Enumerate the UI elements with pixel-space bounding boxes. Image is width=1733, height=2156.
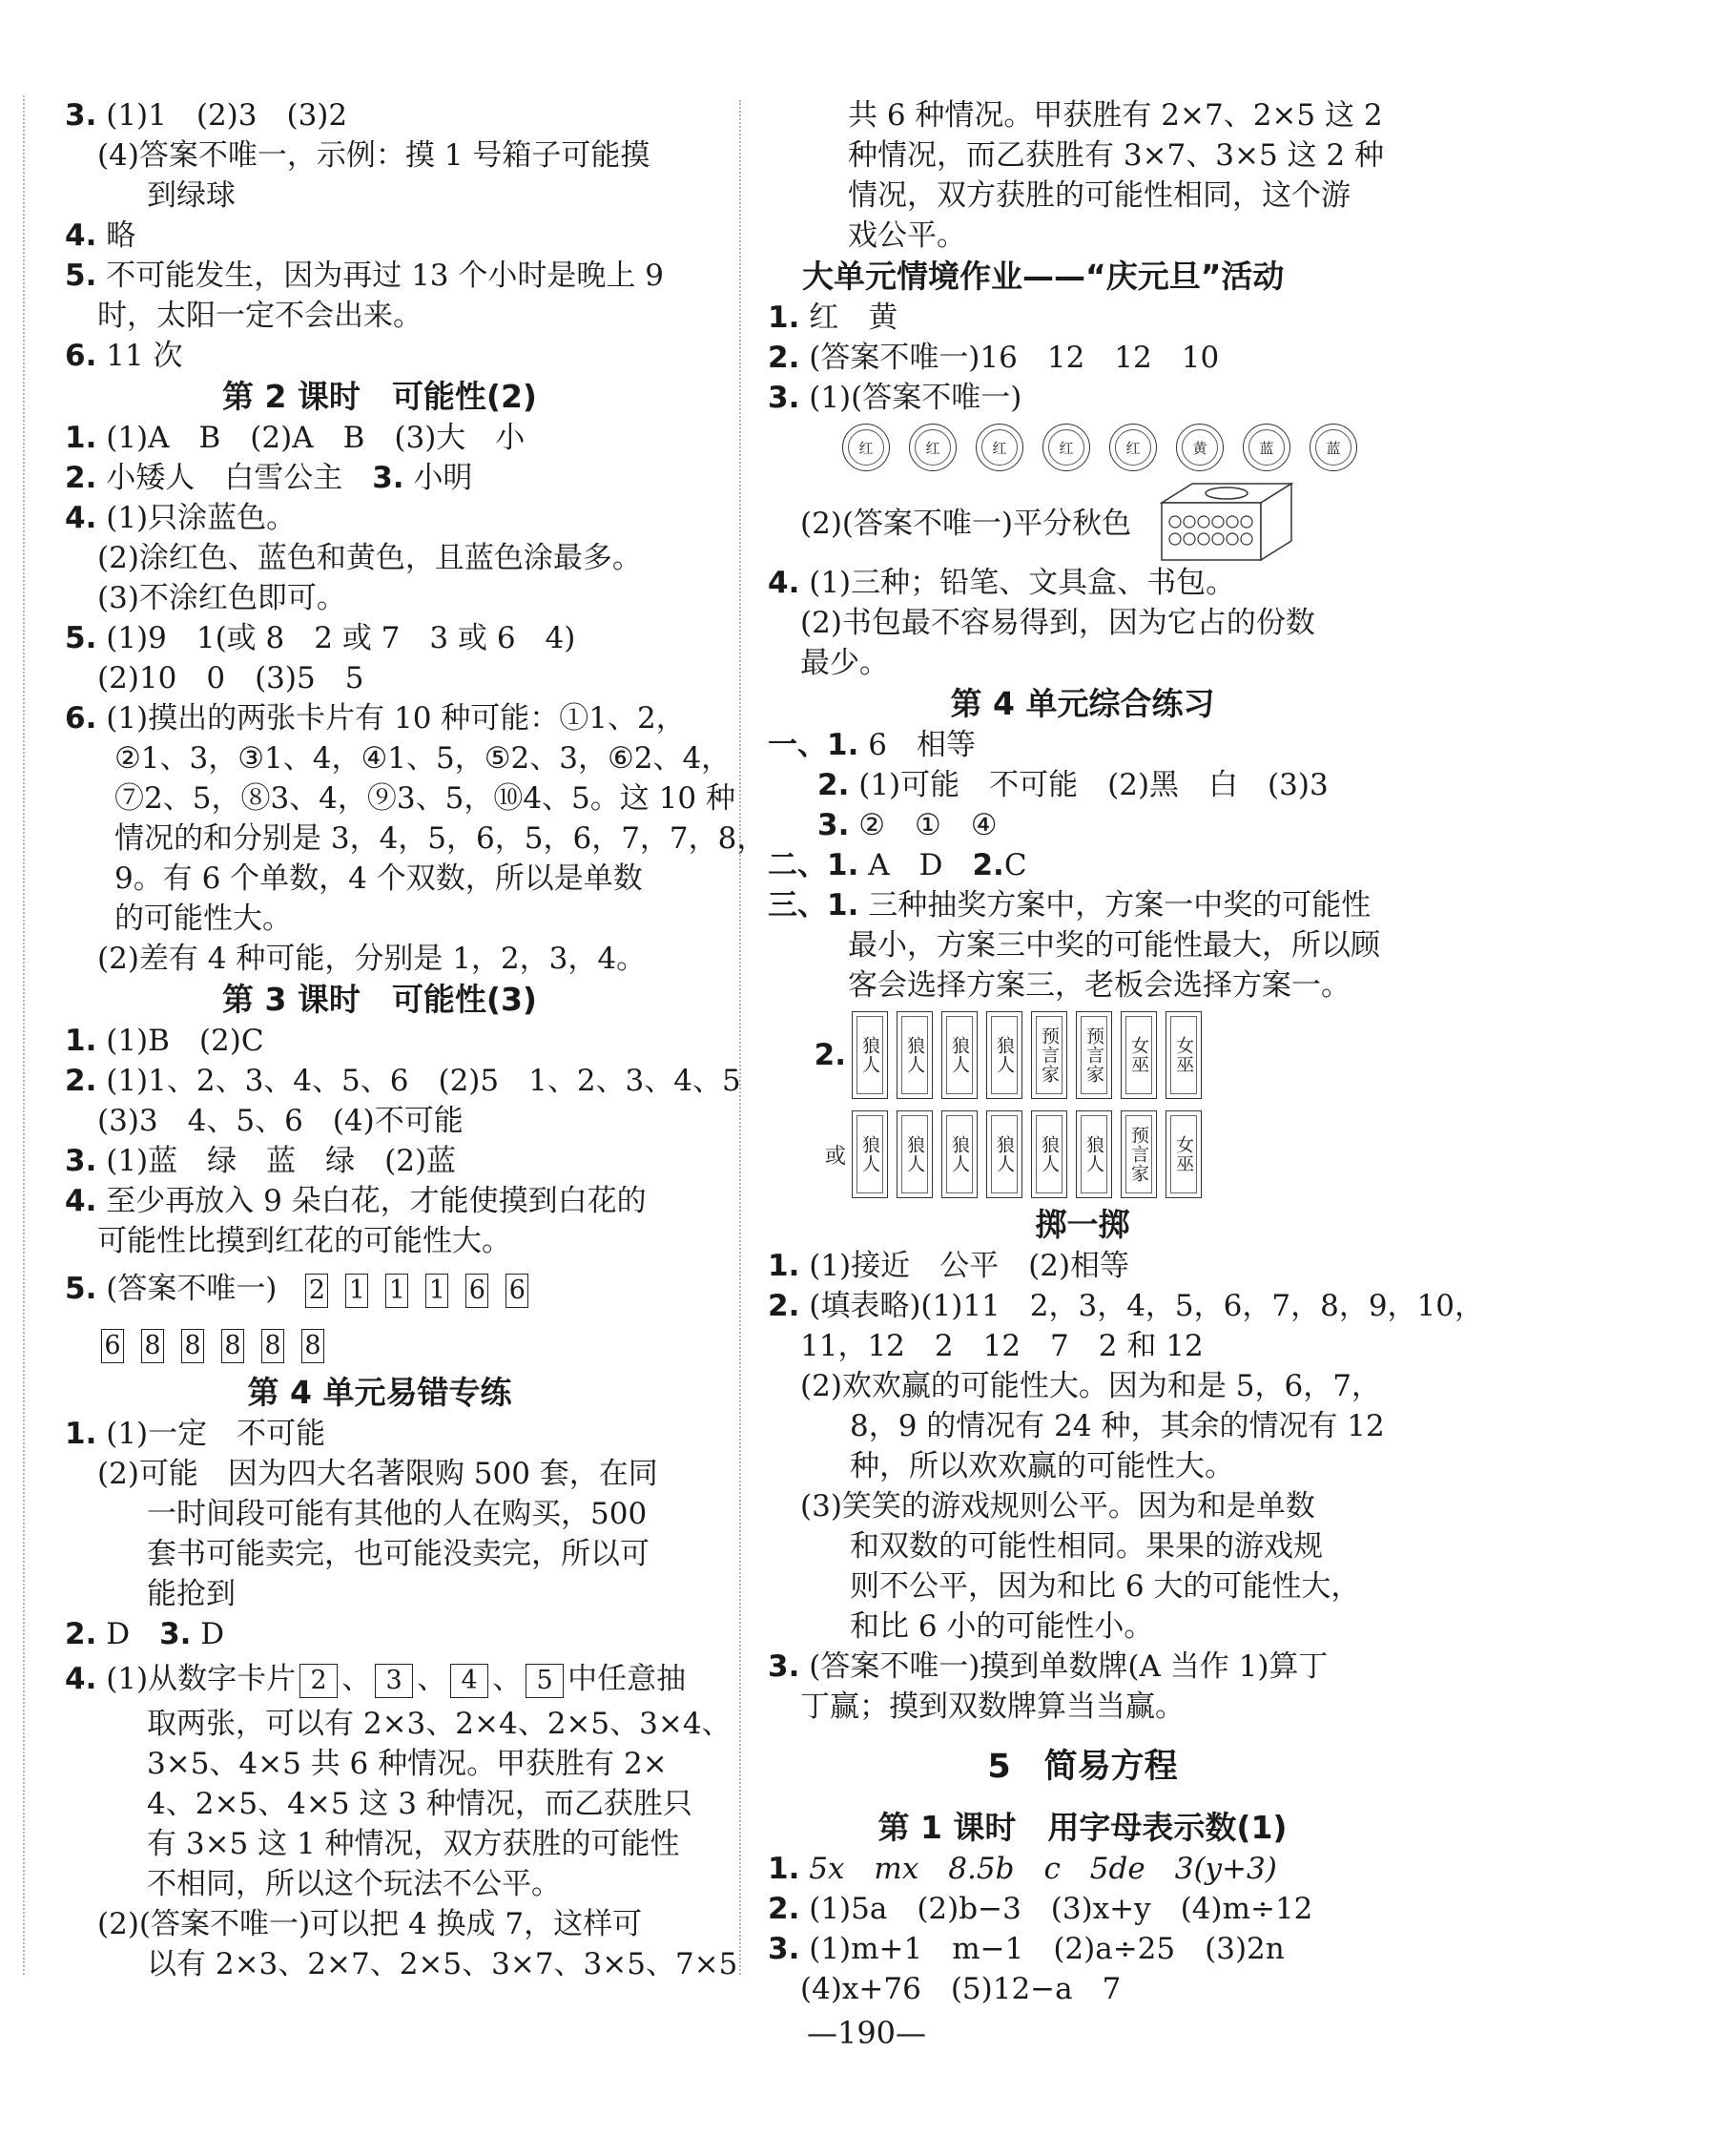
answer-line: (2)涂红色、蓝色和黄色，且蓝色涂最多。 [97, 541, 642, 575]
answer-line: 5. (答案不唯一) 2 1 1 1 6 6 [65, 1261, 694, 1316]
role-card: 狼人 [986, 1011, 1022, 1099]
answer-line: (2)欢欢赢的可能性大。因为和是 5，6，7， [800, 1369, 1381, 1403]
role-card: 狼人 [1076, 1110, 1112, 1198]
answer-line: 1. (1)A B (2)A B (3)大 小 [65, 421, 526, 455]
answer-line: 的可能性大。 [114, 902, 292, 936]
answer-line: 4. (1)从数字卡片 2 、 3 、 4 、 5 中任意抽 [65, 1662, 687, 1696]
answer-line: 一、1. 6 相等 [768, 728, 976, 762]
answer-line: 4、2×5、4×5 这 3 种情况，而乙获胜只 [147, 1787, 692, 1821]
answer-line: ⑦2、5，⑧3、4，⑨3、5，⑩4、5。这 10 种 [114, 781, 735, 816]
column-divider [739, 100, 741, 1975]
number-card: 5 [526, 1664, 564, 1698]
answer-line: 2. (1)1、2、3、4、5、6 (2)5 1、2、3、4、5 [65, 1064, 741, 1098]
role-card: 狼人 [986, 1110, 1022, 1198]
answer-line: 有 3×5 这 1 种情况，双方获胜的可能性 [147, 1827, 680, 1861]
lesson-2-title: 第 2 课时 可能性(2) [221, 378, 538, 415]
answer-line: 到绿球 [147, 178, 236, 213]
answer-line: 1. 5x mx 8.5b c 5de 3(y+3) [768, 1852, 1277, 1886]
ball: 黄 [1176, 424, 1224, 471]
number-card: 6 [505, 1274, 528, 1308]
lottery-box-image [1160, 482, 1293, 558]
answer-line: 3. (1)m+1 m−1 (2)a÷25 (3)2n [768, 1932, 1285, 1966]
answer-line: 3. (1)蓝 绿 蓝 绿 (2)蓝 [65, 1144, 457, 1178]
answer-line: 一时间段可能有其他的人在购买，500 [147, 1497, 648, 1531]
answer-line: 1. (1)一定 不可能 [65, 1417, 326, 1451]
answer-line: (2)(答案不唯一)平分秋色 [768, 477, 1397, 563]
ball: 红 [1042, 424, 1090, 471]
role-card-row: 或 狼人 狼人 狼人 狼人 狼人 狼人 预言家 女巫 [768, 1105, 1397, 1204]
role-card: 狼人 [852, 1011, 888, 1099]
number-card: 8 [221, 1329, 244, 1363]
lottery-box-icon [1160, 482, 1293, 564]
answer-line: 取两张，可以有 2×3、2×4、2×5、3×4、 [147, 1707, 732, 1741]
lesson-3-title: 第 3 课时 可能性(3) [221, 981, 538, 1018]
answer-line: 4. 略 [65, 218, 136, 253]
role-card: 狼人 [897, 1110, 933, 1198]
answer-line: (3)不涂红色即可。 [97, 581, 346, 615]
answer-line: 3. (答案不唯一)摸到单数牌(A 当作 1)算丁 [768, 1649, 1329, 1684]
role-card: 女巫 [1166, 1110, 1202, 1198]
answer-line: 不相同，所以这个玩法不公平。 [147, 1867, 561, 1901]
number-card: 1 [425, 1274, 448, 1308]
role-card: 狼人 [941, 1110, 978, 1198]
answer-line: 3. (1)1 (2)3 (3)2 [65, 98, 348, 133]
number-card: 8 [181, 1329, 204, 1363]
number-card: 2 [299, 1664, 338, 1698]
number-card: 6 [101, 1329, 124, 1363]
answer-line: 和双数的可能性相同。果果的游戏规 [850, 1529, 1323, 1564]
answer-line: 二、1. A D 2.C [768, 848, 1027, 882]
role-card: 女巫 [1166, 1011, 1202, 1099]
role-card-row: 2. 狼人 狼人 狼人 狼人 预言家 预言家 女巫 女巫 [768, 1005, 1397, 1105]
chapter-5-lesson-1-title: 第 1 课时 用字母表示数(1) [877, 1809, 1288, 1846]
answer-line: 2. (1)可能 不可能 (2)黑 白 (3)3 [817, 768, 1329, 802]
role-card: 狼人 [897, 1011, 933, 1099]
answer-line: 2. 小矮人 白雪公主 3. 小明 [65, 461, 473, 495]
answer-line: (2)差有 4 种可能，分别是 1，2，3，4。 [97, 942, 647, 976]
answer-line: 6. (1)摸出的两张卡片有 10 种可能：①1、2， [65, 701, 686, 736]
answer-line: 种，所以欢欢赢的可能性大。 [850, 1449, 1234, 1483]
number-card: 2 [305, 1274, 328, 1308]
answer-line: 6. 11 次 [65, 339, 183, 373]
number-card: 3 [375, 1664, 413, 1698]
ball: 蓝 [1310, 424, 1357, 471]
answer-line: 共 6 种情况。甲获胜有 2×7、2×5 这 2 [848, 98, 1383, 133]
answer-line: 4. (1)只涂蓝色。 [65, 501, 297, 535]
mistakes-title: 第 4 单元易错专练 [247, 1374, 512, 1411]
role-card: 预言家 [1076, 1011, 1112, 1099]
role-card: 狼人 [1031, 1110, 1067, 1198]
ball: 红 [976, 424, 1023, 471]
answer-line: ②1、3，③1、4，④1、5，⑤2、3，⑥2、4， [114, 741, 732, 776]
number-card: 6 [465, 1274, 488, 1308]
role-card: 狼人 [941, 1011, 978, 1099]
answer-line: 情况，双方获胜的可能性相同，这个游 [848, 178, 1351, 213]
answer-line: (2)可能 因为四大名著限购 500 套，在同 [97, 1457, 658, 1491]
answer-line: (4)x+76 (5)12−a 7 [800, 1972, 1122, 2006]
page-number: —190— [806, 2015, 927, 2051]
answer-line: 能抢到 [147, 1577, 236, 1611]
answer-line: 最小，方案三中奖的可能性最大，所以顾 [848, 928, 1380, 963]
review-title: 第 4 单元综合练习 [950, 685, 1215, 722]
answer-line: 种情况，而乙获胜有 3×7、3×5 这 2 种 [848, 138, 1384, 173]
role-card: 预言家 [1121, 1110, 1157, 1198]
right-column [768, 95, 1484, 2009]
toss-title: 掷一掷 [1035, 1206, 1130, 1243]
number-card: 8 [301, 1329, 324, 1363]
answer-line: 4. 至少再放入 9 朵白花，才能使摸到白花的 [65, 1184, 647, 1218]
role-card: 预言家 [1031, 1011, 1067, 1099]
answer-line: (2)书包最不容易得到，因为它占的份数 [800, 606, 1315, 640]
number-card: 8 [261, 1329, 284, 1363]
answer-line: 丁赢；摸到双数牌算当当赢。 [800, 1690, 1185, 1724]
ball-set [768, 418, 1397, 477]
answer-line: 1. (1)B (2)C [65, 1024, 264, 1058]
answer-line: 5. (1)9 1(或 8 2 或 7 3 或 6 4) [65, 621, 576, 655]
number-card: 8 [141, 1329, 164, 1363]
answer-line: 5. 不可能发生，因为再过 13 个小时是晚上 9 [65, 259, 664, 293]
ball: 红 [1109, 424, 1157, 471]
answer-line: 以有 2×3、2×7、2×5、3×7、3×5、7×5 [147, 1947, 738, 1981]
answer-line: 3×5、4×5 共 6 种情况。甲获胜有 2× [147, 1747, 668, 1781]
number-card: 1 [345, 1274, 368, 1308]
answer-line: 套书可能卖完，也可能没卖完，所以可 [147, 1537, 650, 1571]
answer-line: 4. (1)三种；铅笔、文具盒、书包。 [768, 566, 1236, 600]
answer-line: 可能性比摸到红花的可能性大。 [97, 1224, 511, 1258]
ball: 蓝 [1243, 424, 1290, 471]
left-column [65, 95, 767, 1984]
answer-line: 2. D 3. D [65, 1617, 225, 1651]
answer-line: 最少。 [800, 646, 889, 680]
answer-line: 则不公平，因为和比 6 大的可能性大， [850, 1569, 1361, 1604]
chapter-5-title: 5 简易方程 [987, 1748, 1178, 1786]
answer-line: 客会选择方案三，老板会选择方案一。 [848, 968, 1351, 1003]
answer-line: 3. (1)(答案不唯一) [768, 381, 1022, 415]
answer-line [65, 1316, 694, 1372]
number-card: 4 [450, 1664, 488, 1698]
answer-line: (2)(答案不唯一)可以把 4 换成 7，这样可 [97, 1907, 643, 1941]
answer-line: (3)3 4、5、6 (4)不可能 [97, 1104, 464, 1138]
ball: 红 [842, 424, 890, 471]
answer-line: 1. 红 黄 [768, 301, 898, 335]
number-card: 1 [385, 1274, 408, 1308]
role-card: 女巫 [1121, 1011, 1157, 1099]
left-margin-rule [23, 95, 25, 1975]
answer-line: 和比 6 小的可能性小。 [850, 1609, 1154, 1644]
answer-line: (2)10 0 (3)5 5 [97, 661, 364, 695]
answer-line: 9。有 6 个单数，4 个双数，所以是单数 [114, 861, 643, 896]
answer-line: 2. (答案不唯一)16 12 12 10 [768, 341, 1220, 375]
answer-line: 1. (1)接近 公平 (2)相等 [768, 1249, 1130, 1283]
role-card: 狼人 [852, 1110, 888, 1198]
answer-line: 戏公平。 [848, 218, 966, 253]
answer-line: 8，9 的情况有 24 种，其余的情况有 12 [850, 1409, 1385, 1443]
answer-line: 时，太阳一定不会出来。 [97, 299, 423, 333]
answer-line: 11，12 2 12 7 2 和 12 [800, 1329, 1204, 1363]
answer-line: 3. ② ① ④ [817, 808, 998, 842]
unit-task-title: 大单元情境作业——“庆元旦”活动 [802, 258, 1285, 295]
answer-line: 三、1. 三种抽奖方案中，方案一中奖的可能性 [768, 888, 1372, 923]
answer-line: 情况的和分别是 3，4，5，6，5，6，7，7，8， [114, 821, 767, 856]
answer-line: (4)答案不唯一，示例：摸 1 号箱子可能摸 [97, 138, 650, 173]
answer-line: 2. (1)5a (2)b−3 (3)x+y (4)m÷12 [768, 1892, 1313, 1926]
answer-line: (3)笑笑的游戏规则公平。因为和是单数 [800, 1489, 1315, 1524]
ball: 红 [909, 424, 957, 471]
answer-line: 2. (填表略)(1)11 2，3，4，5，6，7，8，9，10， [768, 1289, 1484, 1323]
